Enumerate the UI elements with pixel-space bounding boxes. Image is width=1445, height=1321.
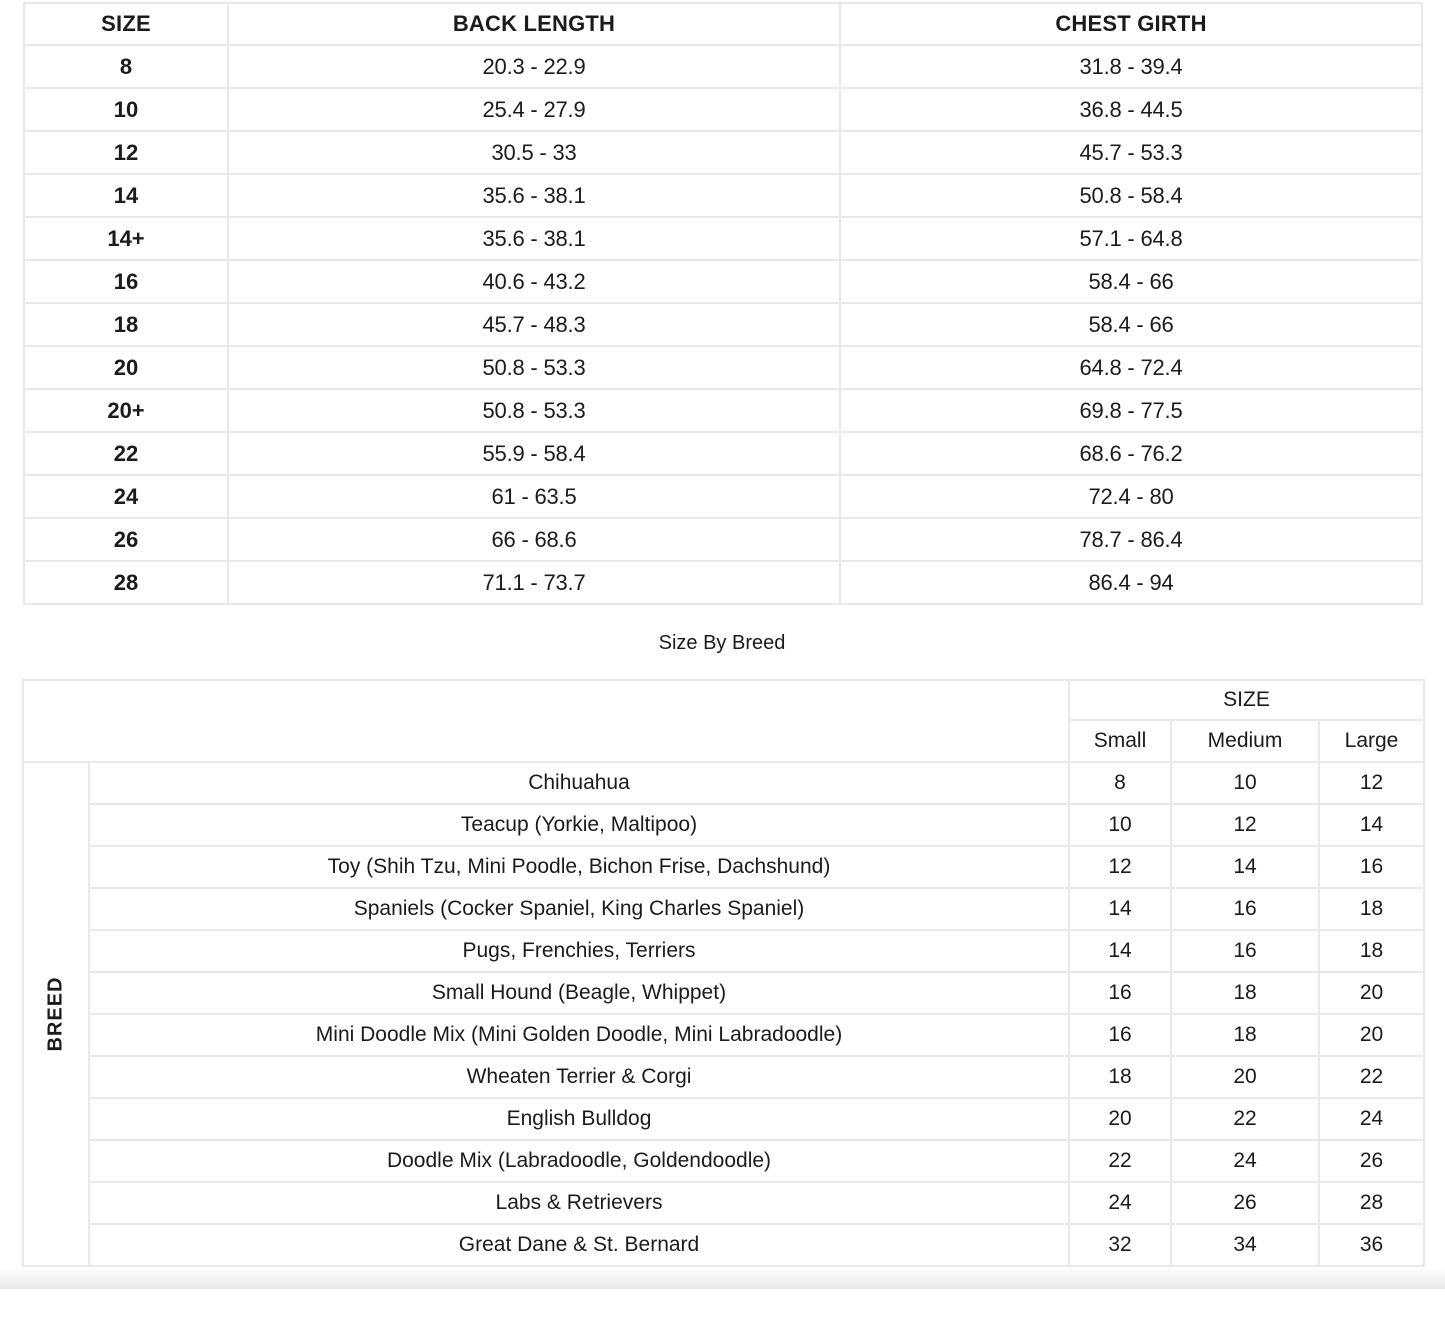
breed-axis-label: BREED xyxy=(44,976,67,1052)
chest-girth-cell: 58.4 - 66 xyxy=(840,303,1422,346)
medium-size-cell: 34 xyxy=(1171,1224,1319,1266)
small-column-header: Small xyxy=(1069,720,1171,762)
breed-row xyxy=(23,762,1424,804)
medium-size-cell: 18 xyxy=(1171,1014,1319,1056)
back-length-cell: 50.8 - 53.3 xyxy=(228,346,840,389)
size-chart-row xyxy=(24,346,1422,389)
large-size-cell: 18 xyxy=(1319,888,1424,930)
breed-row xyxy=(23,1098,1424,1140)
back-length-column-header: BACK LENGTH xyxy=(228,3,840,45)
chest-girth-cell: 68.6 - 76.2 xyxy=(840,432,1422,475)
size-cell: 28 xyxy=(24,561,228,604)
large-size-cell: 18 xyxy=(1319,930,1424,972)
large-size-cell: 16 xyxy=(1319,846,1424,888)
breed-name-cell: English Bulldog xyxy=(89,1098,1069,1140)
size-chart-row xyxy=(24,217,1422,260)
large-size-cell: 14 xyxy=(1319,804,1424,846)
breed-row xyxy=(23,1140,1424,1182)
size-chart-row xyxy=(24,260,1422,303)
medium-size-cell: 22 xyxy=(1171,1098,1319,1140)
large-size-cell: 36 xyxy=(1319,1224,1424,1266)
chest-girth-cell: 69.8 - 77.5 xyxy=(840,389,1422,432)
back-length-cell: 40.6 - 43.2 xyxy=(228,260,840,303)
chest-girth-cell: 50.8 - 58.4 xyxy=(840,174,1422,217)
size-chart-row xyxy=(24,174,1422,217)
size-chart-header-row xyxy=(24,3,1422,45)
breed-axis-cell xyxy=(23,762,89,1266)
medium-size-cell: 24 xyxy=(1171,1140,1319,1182)
breed-name-cell: Toy (Shih Tzu, Mini Poodle, Bichon Frise, Dachshund) xyxy=(89,846,1069,888)
breed-section-title: Size By Breed xyxy=(658,632,786,654)
size-cell: 16 xyxy=(24,260,228,303)
size-cell: 8 xyxy=(24,45,228,88)
chest-girth-cell: 72.4 - 80 xyxy=(840,475,1422,518)
back-length-cell: 71.1 - 73.7 xyxy=(228,561,840,604)
small-size-cell: 14 xyxy=(1069,930,1171,972)
large-size-cell: 12 xyxy=(1319,762,1424,804)
size-chart-row xyxy=(24,131,1422,174)
breed-name-cell: Labs & Retrievers xyxy=(89,1182,1069,1224)
breed-row xyxy=(23,930,1424,972)
small-size-cell: 10 xyxy=(1069,804,1171,846)
back-length-cell: 35.6 - 38.1 xyxy=(228,174,840,217)
medium-size-cell: 20 xyxy=(1171,1056,1319,1098)
size-cell: 10 xyxy=(24,88,228,131)
size-cell: 26 xyxy=(24,518,228,561)
size-group-header: SIZE xyxy=(1069,680,1424,720)
size-cell: 20+ xyxy=(24,389,228,432)
chest-girth-cell: 58.4 - 66 xyxy=(840,260,1422,303)
breed-name-cell: Great Dane & St. Bernard xyxy=(89,1224,1069,1266)
small-size-cell: 16 xyxy=(1069,972,1171,1014)
breed-table-header-row-1 xyxy=(23,680,1424,720)
breed-row xyxy=(23,1056,1424,1098)
breed-row xyxy=(23,1224,1424,1266)
small-size-cell: 16 xyxy=(1069,1014,1171,1056)
small-size-cell: 20 xyxy=(1069,1098,1171,1140)
breed-name-cell: Doodle Mix (Labradoodle, Goldendoodle) xyxy=(89,1140,1069,1182)
medium-size-cell: 16 xyxy=(1171,888,1319,930)
large-size-cell: 28 xyxy=(1319,1182,1424,1224)
size-cell: 20 xyxy=(24,346,228,389)
breed-name-cell: Wheaten Terrier & Corgi xyxy=(89,1056,1069,1098)
size-chart-row xyxy=(24,432,1422,475)
breed-row xyxy=(23,1014,1424,1056)
breed-name-cell: Small Hound (Beagle, Whippet) xyxy=(89,972,1069,1014)
small-size-cell: 18 xyxy=(1069,1056,1171,1098)
size-chart-row xyxy=(24,45,1422,88)
size-chart-row xyxy=(24,518,1422,561)
large-size-cell: 20 xyxy=(1319,972,1424,1014)
size-cell: 12 xyxy=(24,131,228,174)
empty-corner-cell xyxy=(23,680,1069,762)
breed-name-cell: Teacup (Yorkie, Maltipoo) xyxy=(89,804,1069,846)
size-chart-row xyxy=(24,561,1422,604)
medium-size-cell: 18 xyxy=(1171,972,1319,1014)
chest-girth-cell: 86.4 - 94 xyxy=(840,561,1422,604)
size-chart-row xyxy=(24,475,1422,518)
size-chart-row xyxy=(24,88,1422,131)
small-size-cell: 8 xyxy=(1069,762,1171,804)
chest-girth-column-header: CHEST GIRTH xyxy=(840,3,1422,45)
size-cell: 14+ xyxy=(24,217,228,260)
back-length-cell: 45.7 - 48.3 xyxy=(228,303,840,346)
medium-size-cell: 14 xyxy=(1171,846,1319,888)
chest-girth-cell: 31.8 - 39.4 xyxy=(840,45,1422,88)
breed-row xyxy=(23,846,1424,888)
medium-size-cell: 26 xyxy=(1171,1182,1319,1224)
chest-girth-cell: 45.7 - 53.3 xyxy=(840,131,1422,174)
chest-girth-cell: 36.8 - 44.5 xyxy=(840,88,1422,131)
medium-size-cell: 16 xyxy=(1171,930,1319,972)
size-column-header: SIZE xyxy=(24,3,228,45)
page-bottom-fade xyxy=(0,1267,1445,1289)
small-size-cell: 12 xyxy=(1069,846,1171,888)
small-size-cell: 22 xyxy=(1069,1140,1171,1182)
back-length-cell: 35.6 - 38.1 xyxy=(228,217,840,260)
breed-name-cell: Spaniels (Cocker Spaniel, King Charles Spaniel) xyxy=(89,888,1069,930)
size-cell: 14 xyxy=(24,174,228,217)
breed-row xyxy=(23,1182,1424,1224)
breed-row xyxy=(23,804,1424,846)
back-length-cell: 30.5 - 33 xyxy=(228,131,840,174)
large-size-cell: 24 xyxy=(1319,1098,1424,1140)
back-length-cell: 66 - 68.6 xyxy=(228,518,840,561)
large-size-cell: 26 xyxy=(1319,1140,1424,1182)
back-length-cell: 25.4 - 27.9 xyxy=(228,88,840,131)
breed-row xyxy=(23,972,1424,1014)
large-size-cell: 20 xyxy=(1319,1014,1424,1056)
medium-column-header: Medium xyxy=(1171,720,1319,762)
back-length-cell: 20.3 - 22.9 xyxy=(228,45,840,88)
medium-size-cell: 12 xyxy=(1171,804,1319,846)
chest-girth-cell: 64.8 - 72.4 xyxy=(840,346,1422,389)
back-length-cell: 50.8 - 53.3 xyxy=(228,389,840,432)
chest-girth-cell: 78.7 - 86.4 xyxy=(840,518,1422,561)
large-column-header: Large xyxy=(1319,720,1424,762)
back-length-cell: 55.9 - 58.4 xyxy=(228,432,840,475)
size-chart-row xyxy=(24,389,1422,432)
small-size-cell: 14 xyxy=(1069,888,1171,930)
size-cell: 24 xyxy=(24,475,228,518)
chest-girth-cell: 57.1 - 64.8 xyxy=(840,217,1422,260)
small-size-cell: 32 xyxy=(1069,1224,1171,1266)
large-size-cell: 22 xyxy=(1319,1056,1424,1098)
medium-size-cell: 10 xyxy=(1171,762,1319,804)
breed-name-cell: Mini Doodle Mix (Mini Golden Doodle, Mini Labradoodle) xyxy=(89,1014,1069,1056)
size-by-breed-table xyxy=(22,679,1425,1267)
size-cell: 18 xyxy=(24,303,228,346)
breed-name-cell: Chihuahua xyxy=(89,762,1069,804)
breed-row xyxy=(23,888,1424,930)
breed-name-cell: Pugs, Frenchies, Terriers xyxy=(89,930,1069,972)
size-cell: 22 xyxy=(24,432,228,475)
size-chart-table xyxy=(23,2,1423,605)
size-chart-row xyxy=(24,303,1422,346)
small-size-cell: 24 xyxy=(1069,1182,1171,1224)
back-length-cell: 61 - 63.5 xyxy=(228,475,840,518)
